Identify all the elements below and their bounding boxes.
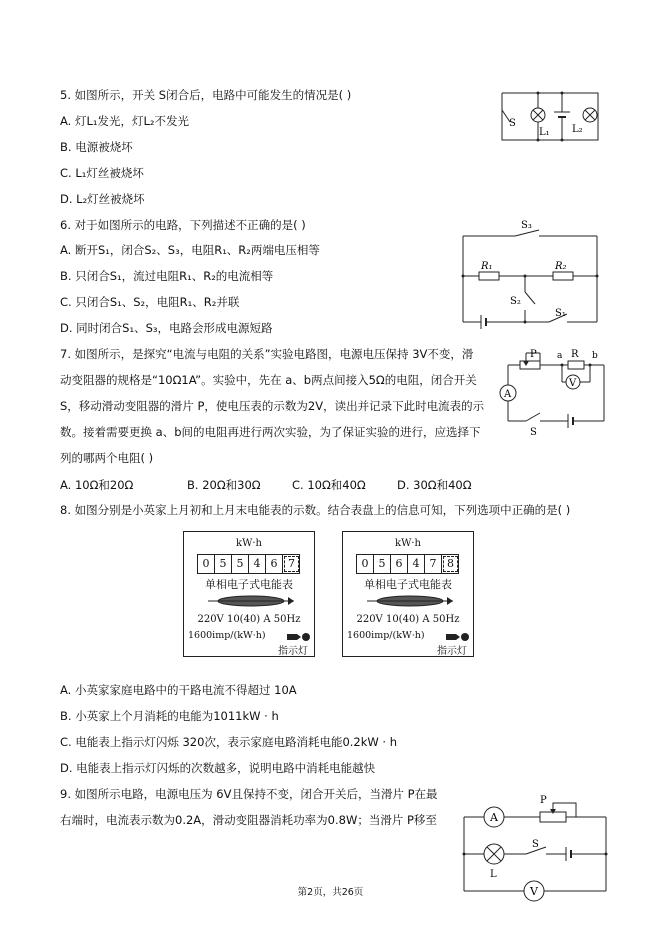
q5-circuit-diagram <box>490 88 610 148</box>
q6-option-c: C. 只闭合S₁、S₂，电阻R₁、R₂并联 <box>60 295 240 309</box>
meter-digit: 4 <box>249 555 266 573</box>
q5-fig-l2-label: L₂ <box>572 124 583 135</box>
indicator-light-icon <box>287 632 311 642</box>
q5-stem: 5. 如图所示，开关 S闭合后，电路中可能发生的情况是( ) <box>60 88 352 102</box>
meter-imp: 1600imp/(kW·h) <box>347 630 425 641</box>
q7-line-4: 数。接着需要更换 a、b间的电阻再进行两次实验，为了保证实验的进行，应选择下 <box>60 425 481 439</box>
q6-fig-s3-label: S₃ <box>521 220 532 231</box>
meter-digit: 6 <box>391 555 408 573</box>
q8-meter-end <box>342 531 474 657</box>
q7-fig-b-label: b <box>592 351 598 361</box>
meter-spec: 220V 10(40) A 50Hz <box>197 614 301 625</box>
q6-fig-r1-label: R₁ <box>481 261 493 272</box>
q5-option-c: C. L₁灯丝被烧坏 <box>60 166 144 180</box>
q7-line-3: S，移动滑动变阻器的滑片 P，使电压表的示数为2V，读出并记录下此时电流表的示 <box>60 399 485 413</box>
meter-digit: 5 <box>215 555 232 573</box>
q5-option-b: B. 电源被烧坏 <box>60 140 133 154</box>
q9-fig-ammeter-label: A <box>490 811 498 824</box>
meter-digit: 0 <box>198 555 215 573</box>
q7-options <box>60 477 620 491</box>
meter-digit: 4 <box>408 555 425 573</box>
meter-spec: 220V 10(40) A 50Hz <box>356 614 460 625</box>
q8-option-c: C. 电能表上指示灯闪烁 320次，表示家庭电路消耗电能0.2kW · h <box>60 735 398 749</box>
q6-option-a: A. 断开S₁，闭合S₂、S₃，电阻R₁、R₂两端电压相等 <box>60 243 320 257</box>
meter-name: 单相电子式电能表 <box>205 578 293 591</box>
q6-fig-r2-label: R₂ <box>555 261 567 272</box>
q9-fig-s-label: S <box>532 839 539 850</box>
q7-option-a: A. 10Ω和20Ω <box>60 478 134 492</box>
q6-option-d: D. 同时闭合S₁、S₃，电路会形成电源短路 <box>60 321 273 335</box>
q9-fig-p-label: P <box>540 795 547 806</box>
q8-option-a: A. 小英家家庭电路中的干路电流不得超过 10A <box>60 683 297 697</box>
q8-meter-start <box>183 531 315 657</box>
q7-fig-p-label: P <box>530 349 537 360</box>
q7-fig-r-label: R <box>571 349 579 360</box>
q6-option-b: B. 只闭合S₁，流过电阻R₁、R₂的电流相等 <box>60 269 274 283</box>
meter-digit-decimal: 8 <box>442 555 458 573</box>
meter-indicator-label: 指示灯 <box>437 646 467 657</box>
meter-digits <box>197 554 300 574</box>
q7-option-b: B. 20Ω和30Ω <box>187 478 261 492</box>
q6-fig-s2-label: S₂ <box>510 296 521 307</box>
q5-option-a: A. 灯L₁发光，灯L₂不发光 <box>60 114 190 128</box>
q9-fig-l-label: L <box>490 869 497 880</box>
meter-digit: 6 <box>266 555 283 573</box>
q8-option-d: D. 电能表上指示灯闪烁的次数越多，说明电路中消耗电能越快 <box>60 761 376 775</box>
q7-option-d: D. 30Ω和40Ω <box>397 478 472 492</box>
meter-unit: kW·h <box>236 538 262 549</box>
q6-stem: 6. 对于如图所示的电路，下列描述不正确的是( ) <box>60 218 306 232</box>
q7-option-c: C. 10Ω和40Ω <box>292 478 366 492</box>
q5-fig-l1-label: L₁ <box>539 127 550 138</box>
indicator-light-icon <box>446 632 470 642</box>
meter-digit: 5 <box>374 555 391 573</box>
meter-name: 单相电子式电能表 <box>364 578 452 591</box>
q6-fig-s1-label: S₁ <box>555 308 566 319</box>
q7-line-1: 7. 如图所示，是探究“电流与电阻的关系”实验电路图，电源电压保持 3V不变，滑 <box>60 347 474 361</box>
meter-digits <box>356 554 459 574</box>
meter-digit: 7 <box>425 555 442 573</box>
meter-indicator-label: 指示灯 <box>278 646 308 657</box>
meter-unit: kW·h <box>395 538 421 549</box>
meter-disk-icon <box>206 594 296 608</box>
q8-option-b: B. 小英家上个月消耗的电能为1011kW · h <box>60 709 279 723</box>
q7-circuit-diagram <box>496 345 616 437</box>
q7-line-2: 动变阻器的规格是“10Ω1A”。实验中，先在 a、b两点间接入5Ω的电阻，闭合开关 <box>60 373 477 387</box>
q6-circuit-diagram <box>455 218 605 330</box>
q9-fig-voltmeter-label: V <box>530 885 538 898</box>
q9-line-2: 右端时，电流表示数为0.2A，滑动变阻器消耗功率为0.8W；当滑片 P移至 <box>60 813 437 827</box>
q7-fig-a-label: a <box>557 351 563 361</box>
q7-line-5: 列的哪两个电阻( ) <box>60 451 154 465</box>
meter-digit: 5 <box>232 555 249 573</box>
meter-digit-decimal: 7 <box>283 555 299 573</box>
q7-fig-s-label: S <box>530 427 537 438</box>
meter-imp: 1600imp/(kW·h) <box>188 630 266 641</box>
q9-line-1: 9. 如图所示电路，电源电压为 6V且保持不变，闭合开关后，当滑片 P在最 <box>60 787 438 801</box>
q8-stem: 8. 如图分别是小英家上月初和上月末电能表的示数。结合表盘上的信息可知，下列选项中正确的是( ) <box>60 503 571 517</box>
meter-disk-icon <box>365 594 455 608</box>
q7-fig-voltmeter-label: V <box>569 378 577 389</box>
q7-fig-ammeter-label: A <box>504 389 512 400</box>
meter-digit: 0 <box>357 555 374 573</box>
q5-fig-s-label: S <box>509 118 516 129</box>
page-footer: 第2页，共26页 <box>297 887 364 898</box>
q5-option-d: D. L₂灯丝被烧坏 <box>60 192 145 206</box>
